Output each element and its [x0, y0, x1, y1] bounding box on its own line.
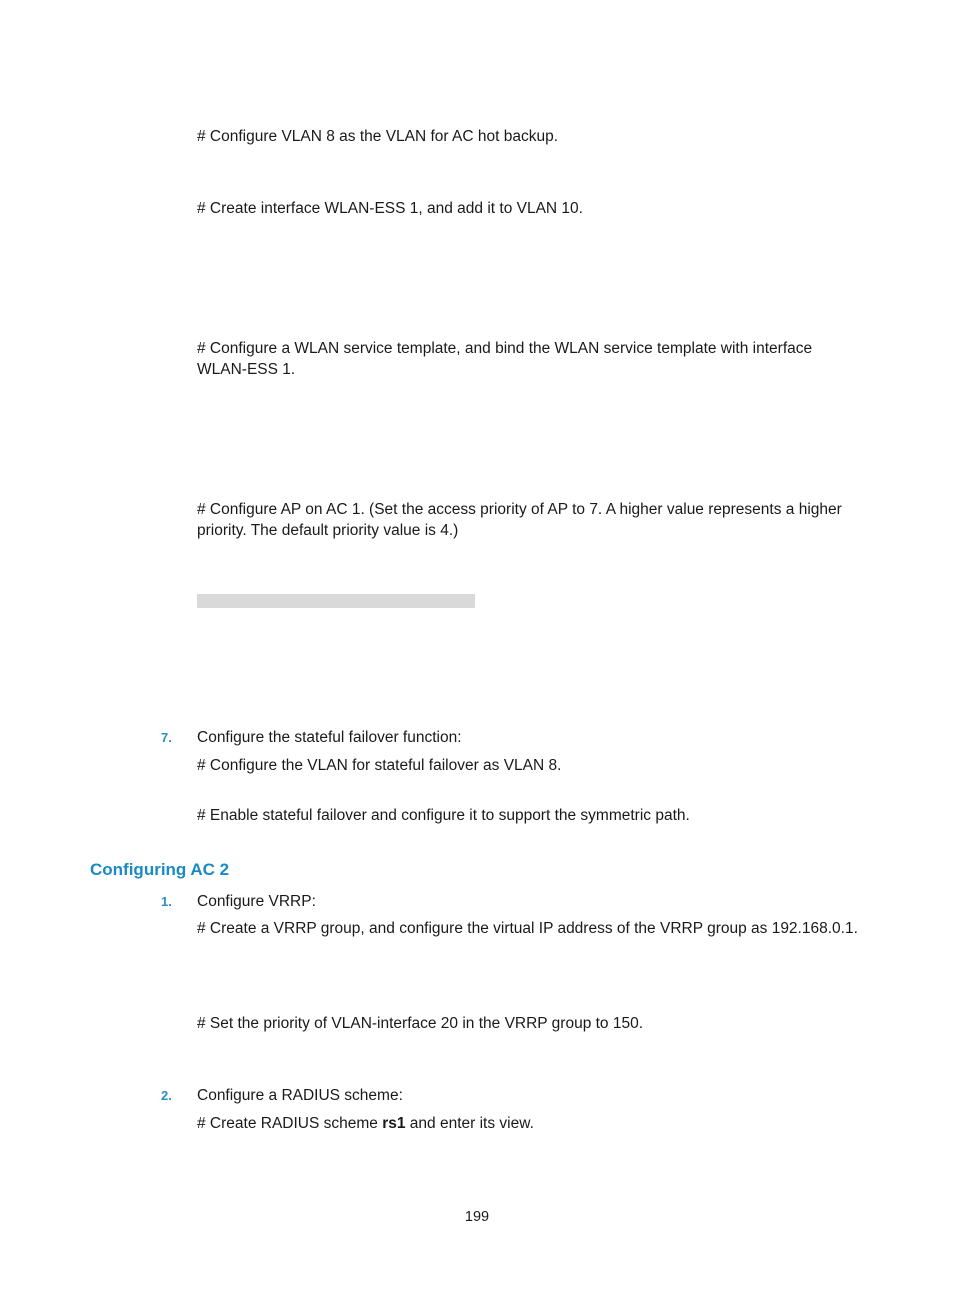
step-2-radius-line [197, 1113, 534, 1134]
paragraph-configure-ap-line1: # Configure AP on AC 1. (Set the access priority of AP to 7. A higher value represents a higher [197, 501, 842, 518]
step-1-number: 1. [161, 894, 172, 909]
step-7-number: 7. [161, 730, 172, 745]
paragraph-vlan8-hot-backup: # Configure VLAN 8 as the VLAN for AC hot backup. [197, 128, 559, 145]
gray-highlight-bar [197, 594, 475, 608]
radius-text-post: and enter its view. [405, 1115, 534, 1132]
step-7-symmetric-line: # Enable stateful failover and configure it to support the symmetric path. [197, 807, 690, 824]
paragraph-configure-ap-line2: priority. The default priority value is 4.) [197, 522, 459, 539]
step-2-title: Configure a RADIUS scheme: [197, 1087, 403, 1104]
radius-scheme-name: rs1 [382, 1115, 406, 1132]
step-1-priority-line: # Set the priority of VLAN-interface 20 in the VRRP group to 150. [197, 1015, 644, 1032]
page-number: 199 [464, 1209, 490, 1225]
step-1-vrrp-group-line: # Create a VRRP group, and configure the virtual IP address of the VRRP group as 192.168.0.1. [197, 920, 858, 937]
step-1-title: Configure VRRP: [197, 893, 316, 910]
paragraph-service-template-line2: WLAN-ESS 1. [197, 361, 296, 378]
section-heading-configuring-ac2: Configuring AC 2 [90, 860, 230, 879]
paragraph-service-template-line1: # Configure a WLAN service template, and bind the WLAN service template with interface [197, 340, 813, 357]
radius-text-pre: # Create RADIUS scheme [197, 1115, 383, 1132]
paragraph-create-wlan-ess: # Create interface WLAN-ESS 1, and add it to VLAN 10. [197, 200, 583, 217]
step-7-title: Configure the stateful failover function: [197, 729, 462, 746]
step-7-vlan-line: # Configure the VLAN for stateful failover as VLAN 8. [197, 757, 562, 774]
step-2-number: 2. [161, 1088, 172, 1103]
